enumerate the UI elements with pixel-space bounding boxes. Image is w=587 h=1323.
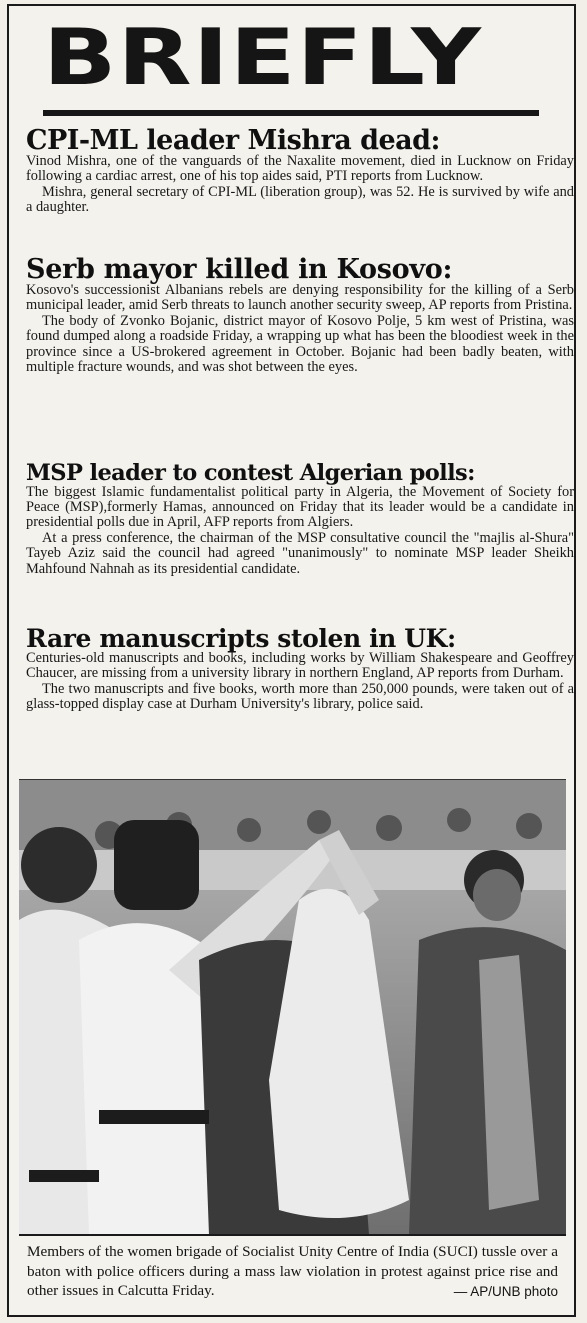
masthead-title: BRIEFLY <box>43 13 482 104</box>
caption-text: Members of the women brigade of Socialist Unity Centre of India (SUCI) tussle over a baton with police officers during a mass law violation in protest against price rise and other issues in Calcutta Friday. <box>27 1243 558 1299</box>
photo-credit: — AP/UNB photo <box>453 1284 558 1299</box>
story-paragraph: The body of Zvonko Bojanic, district mayor of Kosovo Polje, 5 km west of Pristina, was found dumped along a roadside Friday, a wrapping up what has been the bloodiest week in the province since a US-brokered agreement in October. Bojanic had been badly beaten, with multiple fracture wounds, and was shot between the eyes. <box>26 312 574 376</box>
story-paragraph: Mishra, general secretary of CPI-ML (liberation group), was 52. He is survived by wife and a daughter. <box>26 183 574 216</box>
masthead <box>43 13 543 104</box>
story-paragraph: Vinod Mishra, one of the vanguards of the Naxalite movement, died in Lucknow on Friday following a cardiac arrest, one of his top aides said, PTI reports from Lucknow. <box>26 153 574 185</box>
story-headline: Rare manuscripts stolen in UK: <box>26 624 456 653</box>
story-headline: Serb mayor killed in Kosovo: <box>26 254 453 285</box>
photo-caption <box>27 1242 558 1301</box>
news-photo <box>19 779 566 1235</box>
story-mishra <box>26 127 574 216</box>
story-kosovo <box>26 256 574 375</box>
story-paragraph: Centuries-old manuscripts and books, including works by William Shakespeare and Geoffrey Chaucer, are missing from a university library in northern England, AP reports from Durham. <box>26 650 574 682</box>
story-paragraph: The biggest Islamic fundamentalist political party in Algeria, the Movement of Society for Peace (MSP),formerly Hamas, announced on Friday that its leader would be a candidate in presidential polls due in April, AFP reports from Algiers. <box>26 483 574 531</box>
story-headline: CPI-ML leader Mishra dead: <box>26 125 441 156</box>
masthead-rule <box>43 110 539 116</box>
story-paragraph: At a press conference, the chairman of the MSP consultative council the "majlis al-Shura" Tayeb Aziz said the council had agreed "unanimously" to nominate MSP leader Sheikh Mahfound Nahnah as its presidential candidate. <box>26 529 574 577</box>
story-algeria <box>26 462 574 577</box>
story-manuscripts <box>26 626 574 713</box>
photo-caption-box <box>19 1234 566 1318</box>
news-page <box>7 4 576 1317</box>
photo-illustration <box>19 780 566 1235</box>
story-headline: MSP leader to contest Algerian polls: <box>26 460 475 486</box>
story-paragraph: The two manuscripts and five books, worth more than 250,000 pounds, were taken out of a glass-topped display case at Durham University's library, police said. <box>26 680 574 713</box>
story-paragraph: Kosovo's successionist Albanians rebels are denying responsibility for the killing of a Serb municipal leader, amid Serb threats to launch another security sweep, AP reports from Pristina. <box>26 282 574 314</box>
